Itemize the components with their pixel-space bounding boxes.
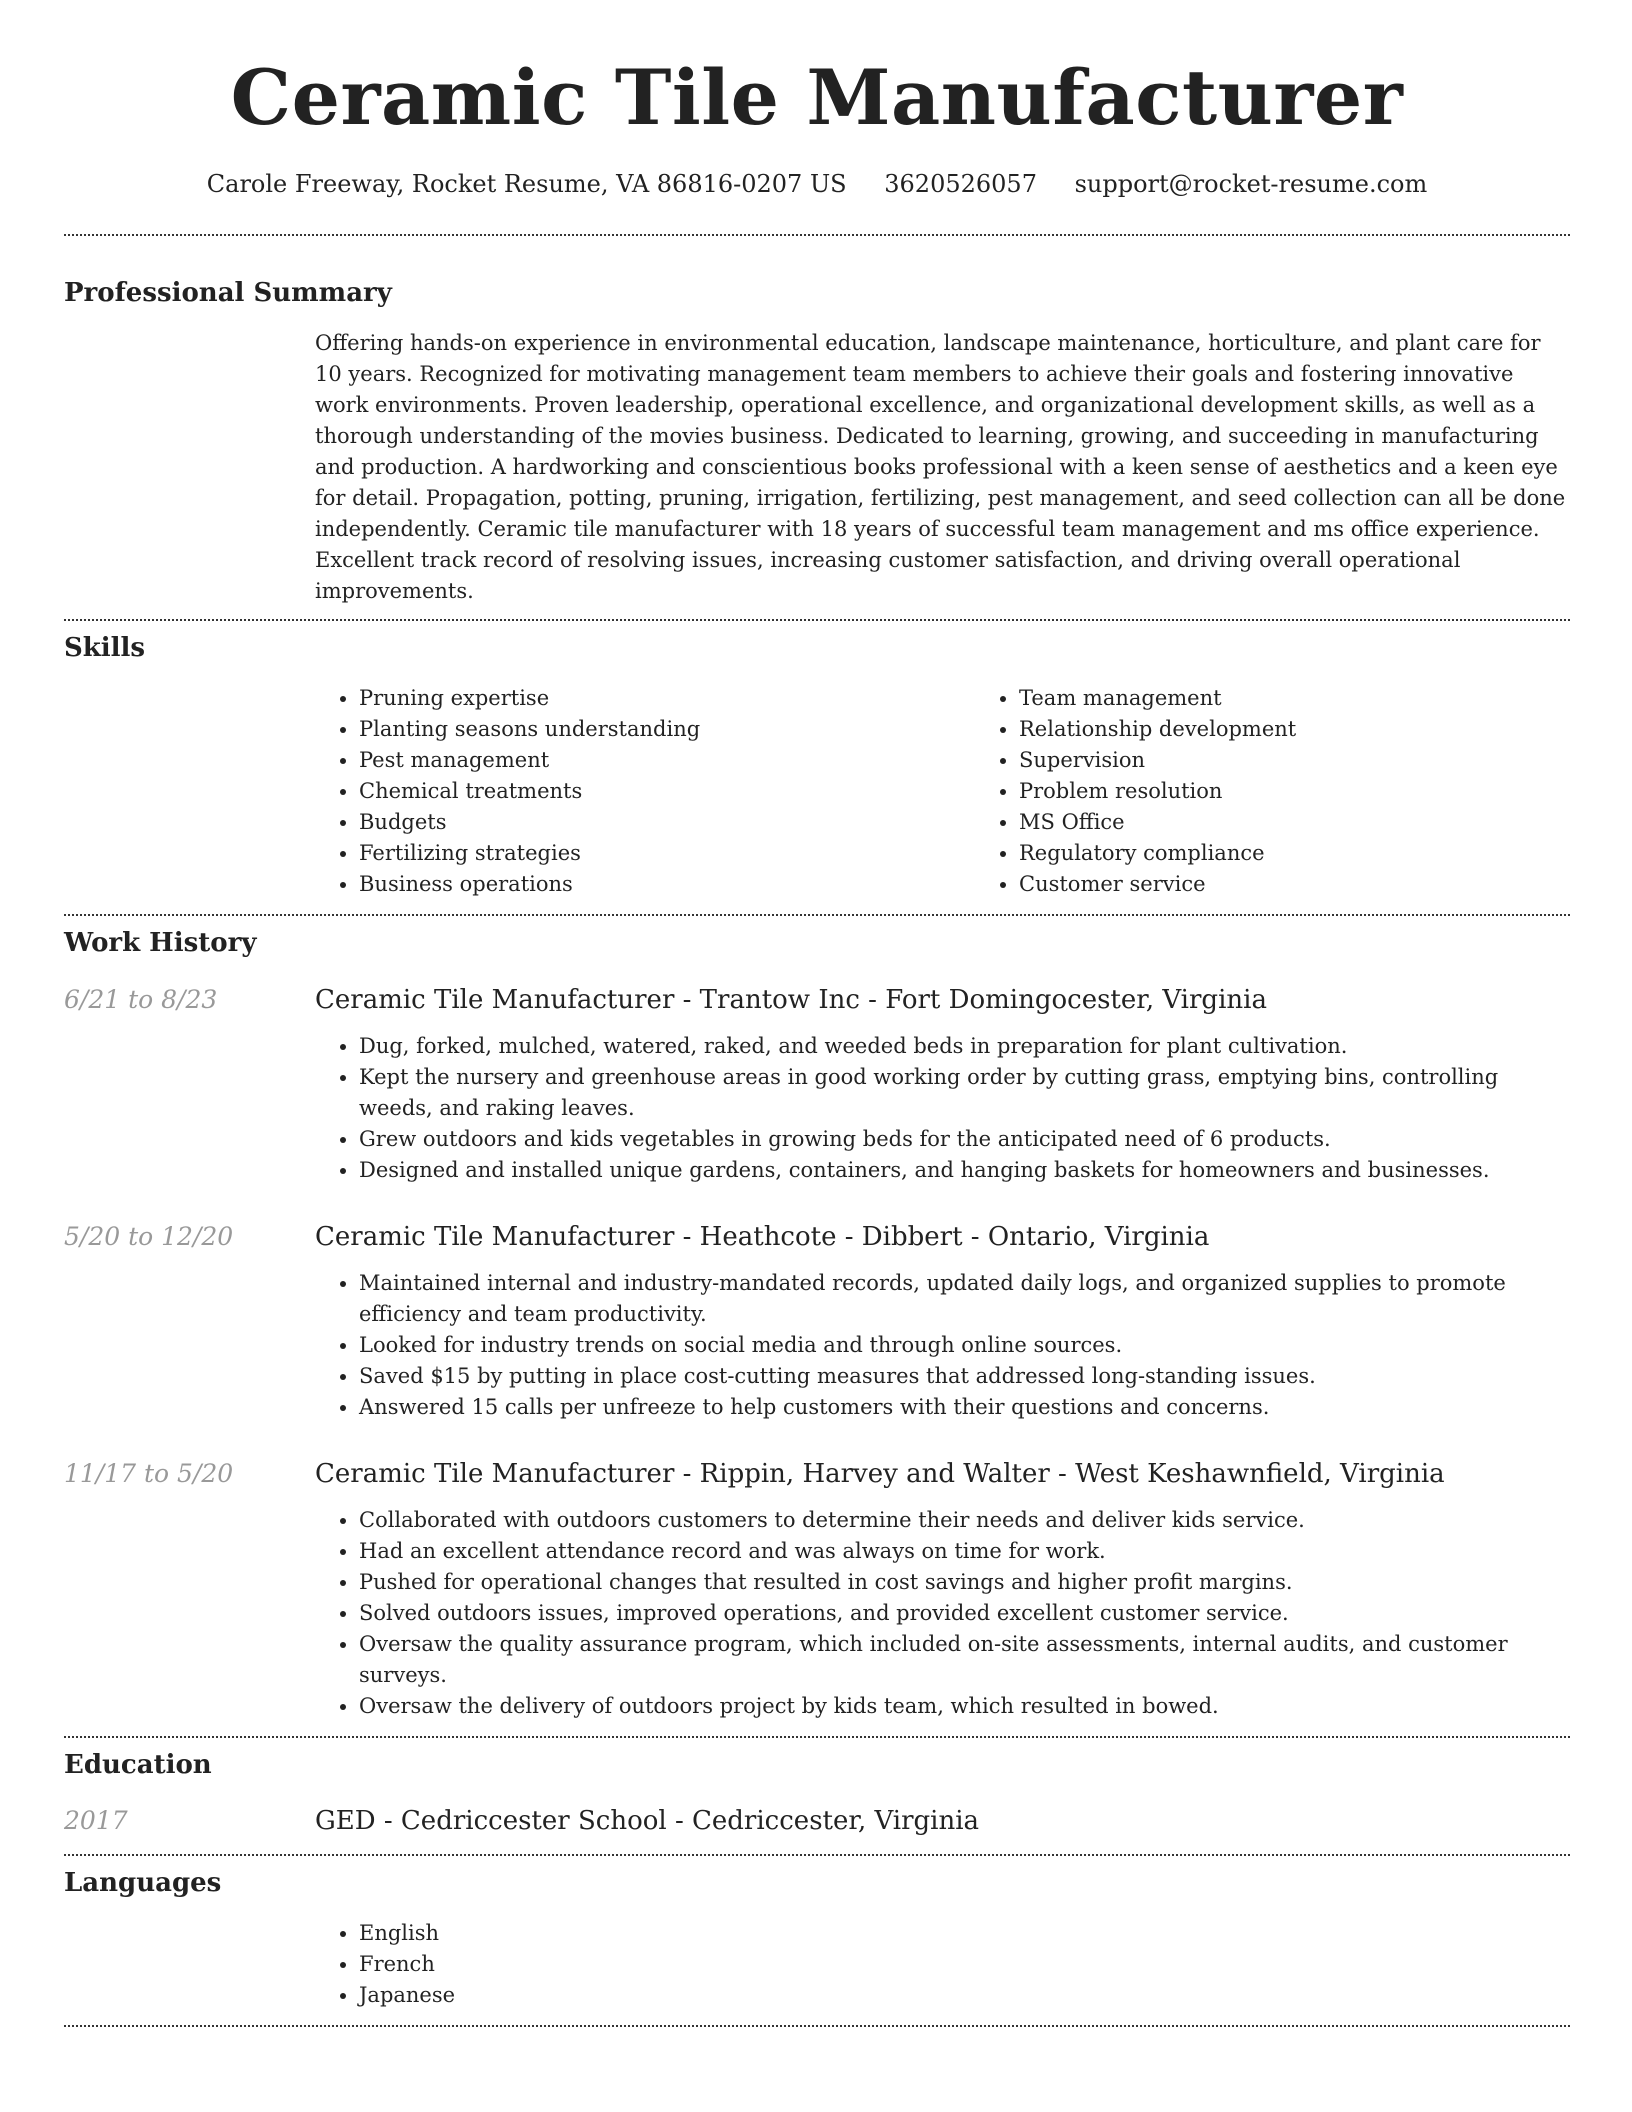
job-bullet: • Maintained internal and industry-mandated records, updated daily logs, and organized supplies to promote efficiency and team productivity. (359, 1268, 1570, 1330)
language-item: • English (359, 1918, 1570, 1949)
divider (64, 914, 1570, 916)
section-title-work-history: Work History (64, 928, 257, 958)
section-title-summary: Professional Summary (64, 278, 392, 308)
job-bullet: • Answered 15 calls per unfreeze to help customers with their questions and concerns. (359, 1392, 1570, 1423)
summary-section (64, 278, 1570, 607)
job-dates: 11/17 to 5/20 (64, 1459, 234, 1488)
job-heading: Ceramic Tile Manufacturer - Heathcote - Dibbert - Ontario, Virginia (315, 1222, 1210, 1252)
skill-item: • Planting seasons understanding (359, 714, 975, 745)
education-entry: GED - Cedriccester School - Cedriccester, Virginia (315, 1806, 980, 1836)
resume-name: Ceramic Tile Manufacturer (230, 53, 1404, 142)
divider (64, 1854, 1570, 1856)
skills-list-right (975, 683, 1632, 900)
languages-list (315, 1918, 1570, 2011)
contact-line (64, 170, 1570, 198)
skills-section (64, 633, 1570, 900)
summary-text: Offering hands-on experience in environmental education, landscape maintenance, horticulture, and plant care for 10 years. Recognized for motivating management team members to achieve their goals and fostering innovative work environments. Proven leadership, operational excellence, and organizational development skills, as well as a thorough understanding of the movies business. Dedicated to learning, growing, and succeeding in manufacturing and production. A hardworking and conscientious books professional with a keen sense of aesthetics and a keen eye for detail. Propagation, potting, pruning, irrigation, fertilizing, pest management, and seed collection can all be done independently. Ceramic tile manufacturer with 18 years of successful team management and ms office experience. Excellent track record of resolving issues, increasing customer satisfaction, and driving overall operational improvements. (315, 331, 1566, 603)
section-title-skills: Skills (64, 633, 146, 663)
language-item: • Japanese (359, 1980, 1570, 2011)
skill-item: • Customer service (1019, 869, 1632, 900)
skill-item: • Chemical treatments (359, 776, 975, 807)
contact-email[interactable]: support@rocket-resume.com (1074, 170, 1428, 198)
job-bullet: • Pushed for operational changes that resulted in cost savings and higher profit margins. (359, 1567, 1570, 1598)
skill-item: • Regulatory compliance (1019, 838, 1632, 869)
job-bullets (315, 1031, 1570, 1186)
job-bullet: • Oversaw the delivery of outdoors project by kids team, which resulted in bowed. (359, 1691, 1570, 1722)
job-bullet: • Solved outdoors issues, improved operations, and provided excellent customer service. (359, 1598, 1570, 1629)
skill-item: • Problem resolution (1019, 776, 1632, 807)
skill-item: • Relationship development (1019, 714, 1632, 745)
language-item: • French (359, 1949, 1570, 1980)
skill-item: • Fertilizing strategies (359, 838, 975, 869)
divider (64, 234, 1570, 236)
job-entry (64, 1459, 1570, 1722)
job-bullet: • Collaborated with outdoors customers to determine their needs and deliver kids service. (359, 1505, 1570, 1536)
job-bullet: • Designed and installed unique gardens, containers, and hanging baskets for homeowners and businesses. (359, 1155, 1570, 1186)
contact-phone: 3620526057 (884, 170, 1037, 198)
job-bullets (315, 1268, 1570, 1423)
resume-page (64, 0, 1570, 2027)
job-entry (64, 1222, 1570, 1423)
skill-item: • Pruning expertise (359, 683, 975, 714)
skill-item: • MS Office (1019, 807, 1632, 838)
skills-list-left (315, 683, 975, 900)
contact-address: Carole Freeway, Rocket Resume, VA 86816-0207 US (206, 170, 847, 198)
education-year: 2017 (64, 1806, 128, 1835)
job-bullets (315, 1505, 1570, 1722)
job-heading: Ceramic Tile Manufacturer - Rippin, Harvey and Walter - West Keshawnfield, Virginia (315, 1459, 1445, 1489)
job-bullet: • Oversaw the quality assurance program, which included on-site assessments, internal audits, and customer surveys. (359, 1629, 1570, 1691)
section-title-education: Education (64, 1750, 212, 1780)
divider (64, 2025, 1570, 2027)
skill-item: • Team management (1019, 683, 1632, 714)
divider (64, 619, 1570, 621)
job-bullet: • Kept the nursery and greenhouse areas in good working order by cutting grass, emptying bins, controlling weeds, and raking leaves. (359, 1062, 1570, 1124)
job-bullet: • Saved $15 by putting in place cost-cutting measures that addressed long-standing issues. (359, 1361, 1570, 1392)
job-heading: Ceramic Tile Manufacturer - Trantow Inc - Fort Domingocester, Virginia (315, 985, 1267, 1015)
job-bullet: • Grew outdoors and kids vegetables in growing beds for the anticipated need of 6 products. (359, 1124, 1570, 1155)
skills-grid (315, 683, 1632, 900)
work-history-section (64, 928, 1570, 1722)
section-title-languages: Languages (64, 1868, 222, 1898)
job-bullet: • Had an excellent attendance record and was always on time for work. (359, 1536, 1570, 1567)
job-bullet: • Dug, forked, mulched, watered, raked, and weeded beds in preparation for plant cultivation. (359, 1031, 1570, 1062)
job-dates: 5/20 to 12/20 (64, 1222, 234, 1251)
job-dates: 6/21 to 8/23 (64, 985, 218, 1014)
divider (64, 1736, 1570, 1738)
skill-item: • Pest management (359, 745, 975, 776)
job-entry (64, 985, 1570, 1186)
skill-item: • Supervision (1019, 745, 1632, 776)
education-section (64, 1750, 1570, 1836)
skill-item: • Budgets (359, 807, 975, 838)
languages-section (64, 1868, 1570, 2011)
job-bullet: • Looked for industry trends on social media and through online sources. (359, 1330, 1570, 1361)
skill-item: • Business operations (359, 869, 975, 900)
